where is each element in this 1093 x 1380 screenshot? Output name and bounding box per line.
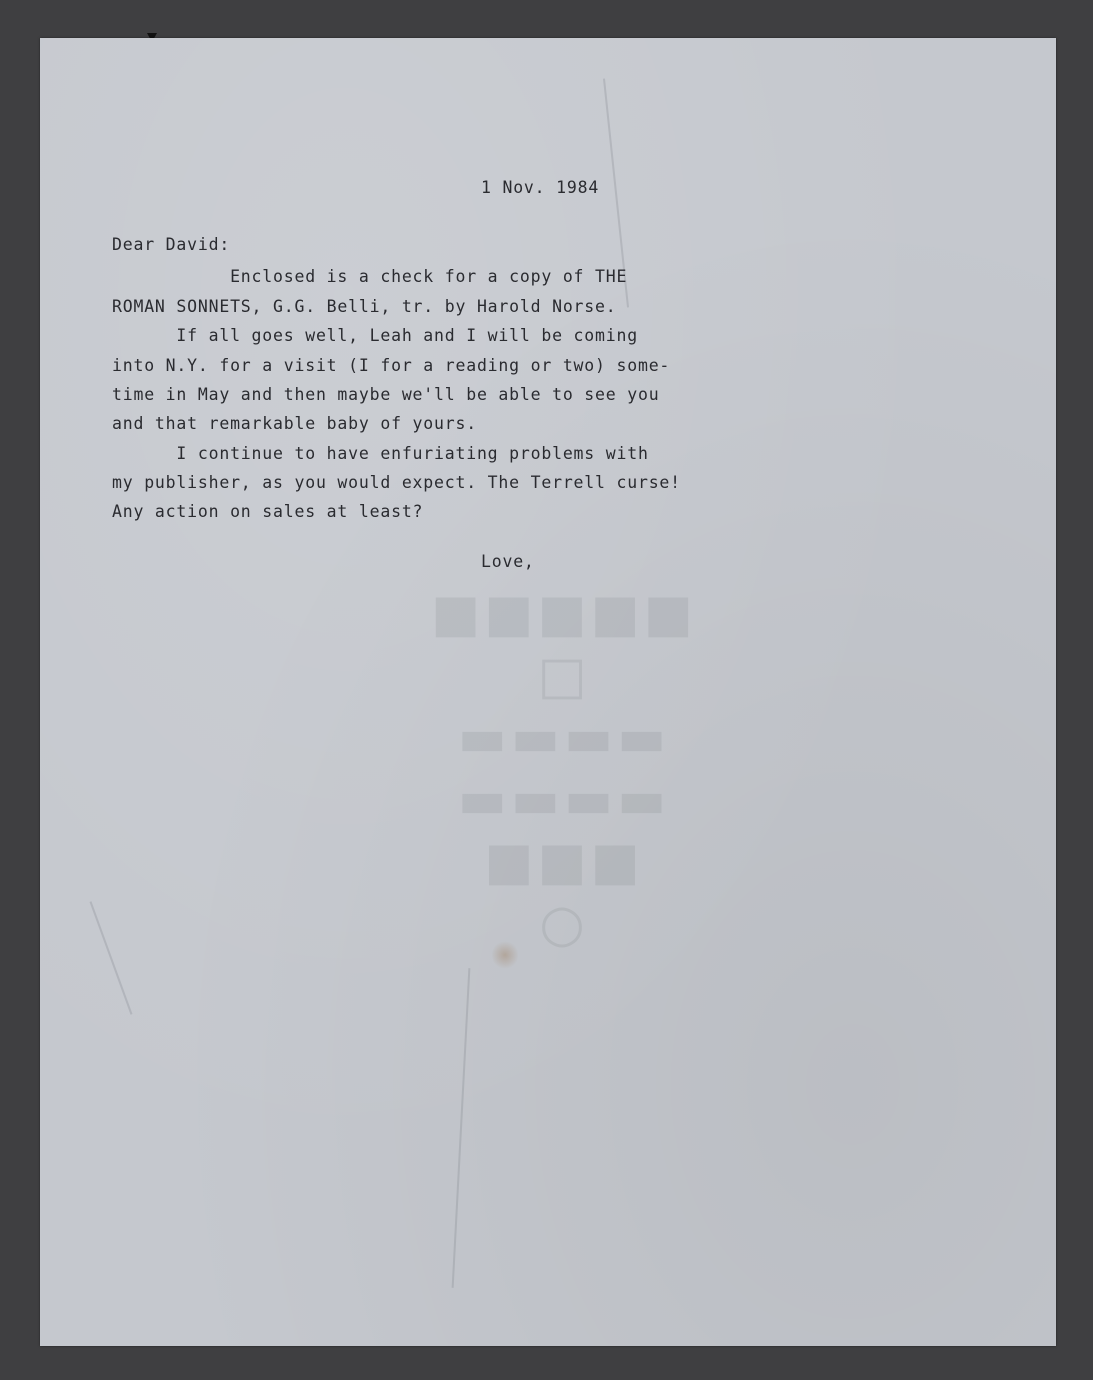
letter-date: 1 Nov. 1984 xyxy=(481,178,600,197)
letter-body-line: into N.Y. for a visit (I for a reading or two) some- xyxy=(112,356,671,375)
letter-salutation: Dear David: xyxy=(112,235,231,254)
letter-body-line: my publisher, as you would expect. The Terrell curse! xyxy=(112,473,681,492)
paper-crease xyxy=(452,968,471,1288)
letter-closing: Love, xyxy=(481,552,535,571)
paper-crease xyxy=(90,901,133,1014)
letter-body-line: and that remarkable baby of yours. xyxy=(112,414,477,433)
letter-body-line: time in May and then maybe we'll be able to see you xyxy=(112,385,660,404)
reverse-side-stamp-bleedthrough: ■■■■■ □ ▬▬▬▬ ▬▬▬▬ ■■■ ○ xyxy=(427,583,693,954)
paper-stain xyxy=(492,940,518,970)
letter-body-line: I continue to have enfuriating problems with xyxy=(112,444,649,463)
letter-body-line: Any action on sales at least? xyxy=(112,502,424,521)
letter-body-line: ROMAN SONNETS, G.G. Belli, tr. by Harold Norse. xyxy=(112,297,617,316)
letter-body-line: If all goes well, Leah and I will be coming xyxy=(112,326,638,345)
letter-body-line: Enclosed is a check for a copy of THE xyxy=(112,267,628,286)
letter-sheet xyxy=(40,38,1056,1346)
